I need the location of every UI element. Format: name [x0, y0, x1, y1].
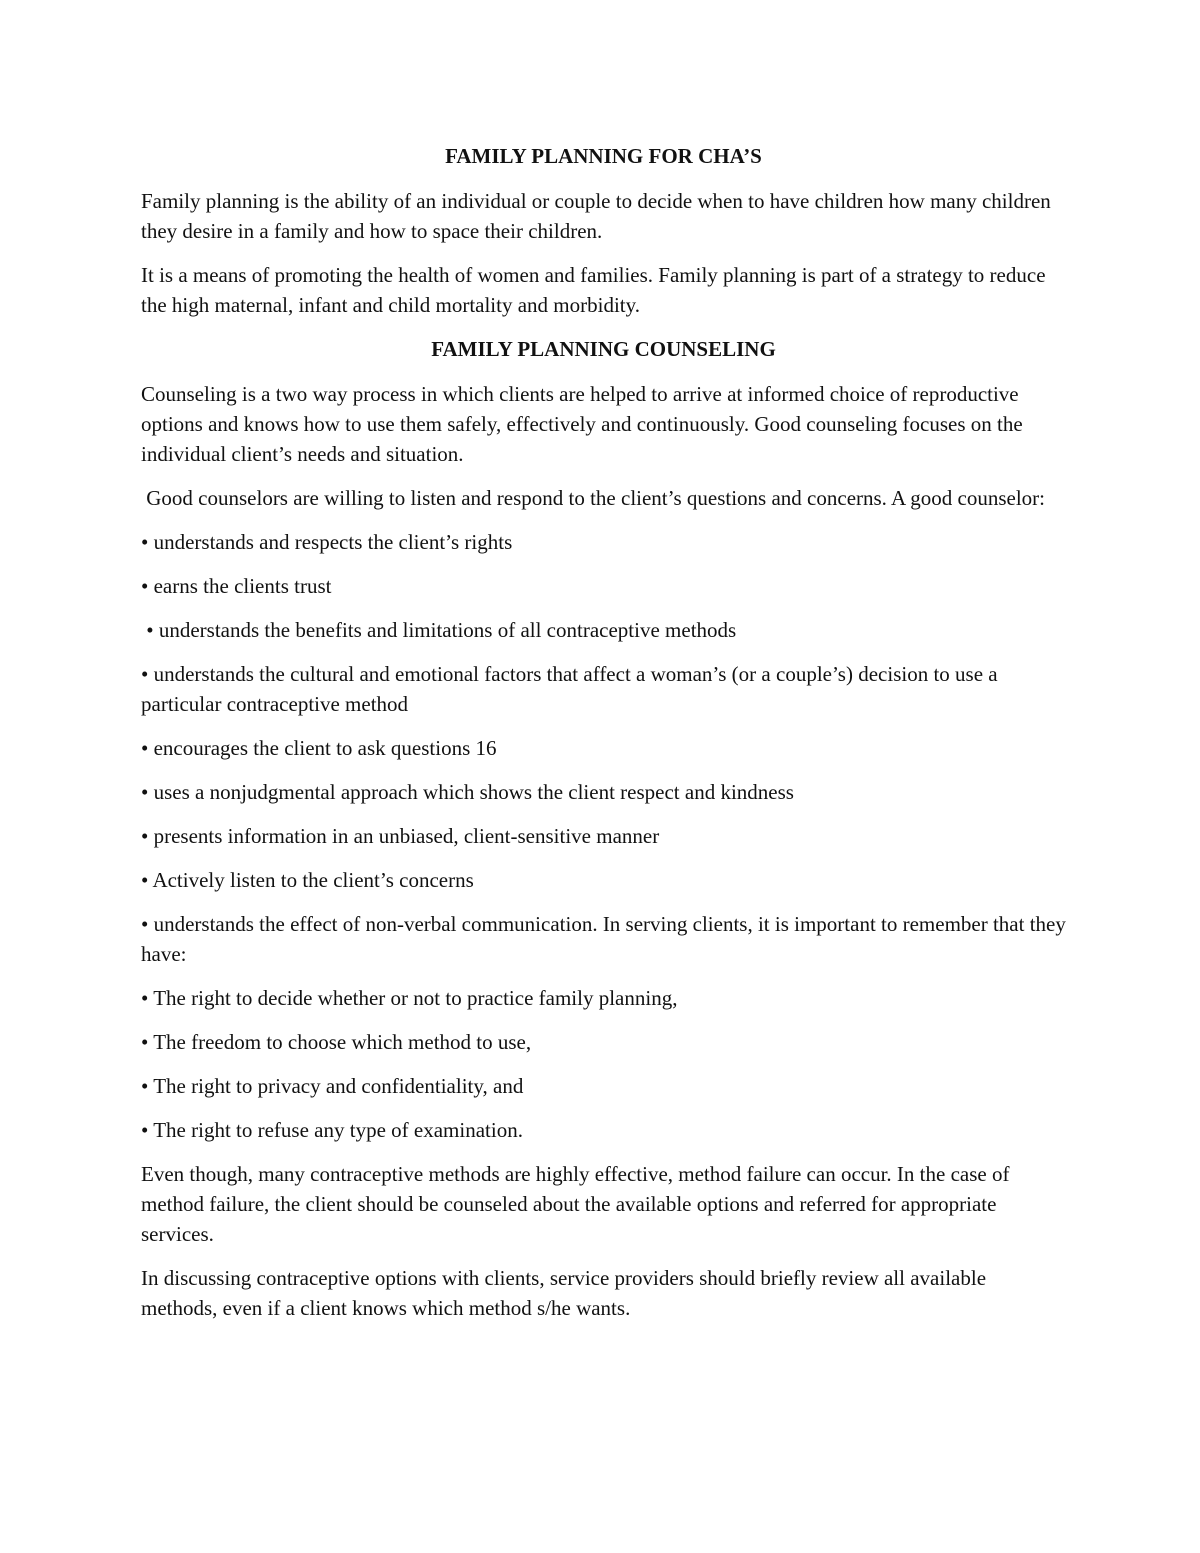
- rights-bullet: • The right to privacy and confidentiality, and: [141, 1074, 524, 1098]
- counselor-bullet: • presents information in an unbiased, client-sensitive manner: [141, 824, 660, 848]
- counseling-paragraph: Counseling is a two way process in which clients are helped to arrive at informed choice of reproductive options and knows how to use them safely, effectively and continuously. Good counseling focuses on the individual client’s needs and situation.: [141, 382, 1023, 466]
- document-title: FAMILY PLANNING FOR CHA’S: [445, 144, 762, 168]
- document-body: [141, 141, 1066, 1337]
- counselor-bullet: • understands the cultural and emotional factors that affect a woman’s (or a couple’s) decision to use a particular contraceptive method: [141, 662, 998, 716]
- counselor-bullet: • understands and respects the client’s rights: [141, 530, 513, 554]
- section-heading-counseling: FAMILY PLANNING COUNSELING: [431, 337, 776, 361]
- intro-paragraph: It is a means of promoting the health of women and families. Family planning is part of a strategy to reduce the high maternal, infant and child mortality and morbidity.: [141, 263, 1046, 317]
- intro-paragraph: Family planning is the ability of an individual or couple to decide when to have children how many children they desire in a family and how to space their children.: [141, 189, 1051, 243]
- rights-bullet: • The right to decide whether or not to practice family planning,: [141, 986, 678, 1010]
- closing-paragraph: In discussing contraceptive options with clients, service providers should briefly review all available methods, even if a client knows which method s/he wants.: [141, 1266, 987, 1320]
- rights-bullet: • The freedom to choose which method to use,: [141, 1030, 532, 1054]
- counselor-bullet: • uses a nonjudgmental approach which shows the client respect and kindness: [141, 780, 794, 804]
- rights-bullet: • The right to refuse any type of examination.: [141, 1118, 523, 1142]
- counseling-paragraph: Good counselors are willing to listen and respond to the client’s questions and concerns. A good counselor:: [141, 486, 1046, 510]
- counselor-bullet: • understands the benefits and limitations of all contraceptive methods: [141, 618, 737, 642]
- closing-paragraph: Even though, many contraceptive methods are highly effective, method failure can occur. In the case of method failure, the client should be counseled about the available options and referred for appropriate services.: [141, 1162, 1010, 1246]
- counselor-bullet: • encourages the client to ask questions 16: [141, 736, 497, 760]
- counselor-bullet: • earns the clients trust: [141, 574, 332, 598]
- counselor-bullet: • understands the effect of non-verbal communication. In serving clients, it is important to remember that they have:: [141, 912, 1066, 966]
- counselor-bullet: • Actively listen to the client’s concerns: [141, 868, 474, 892]
